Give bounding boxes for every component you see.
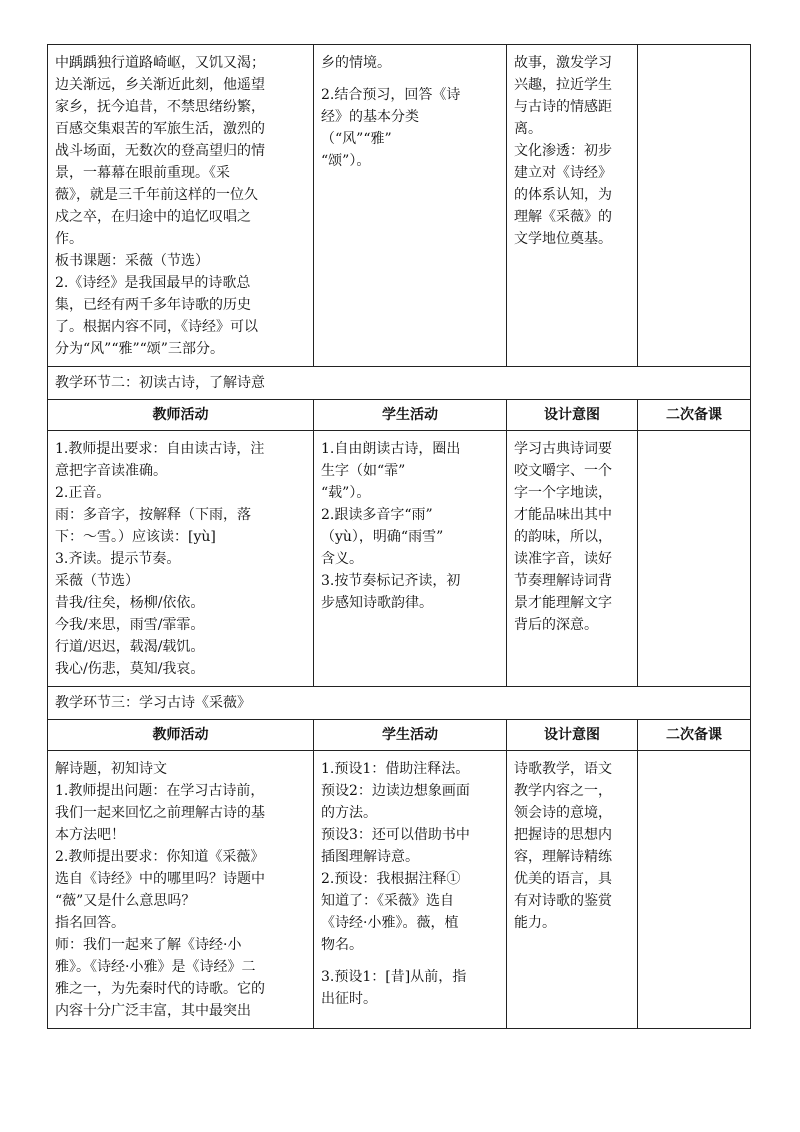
text-line: 咬文嚼字、一个 [514,463,612,479]
line-gap [321,956,500,966]
text-line: 物名。 [321,937,363,953]
text-line: 集，已经有两千多年诗歌的历史 [55,297,251,313]
text-line: 节奏理解诗词背 [514,573,612,589]
text-line: 3.按节奏标记齐读，初 [321,573,461,589]
text-line: 选自《诗经》中的哪里吗？诗题中 [55,871,265,887]
text-line: 3.预设1：[昔]从前，指 [321,969,467,985]
header-second-prep: 二次备课 [638,400,751,431]
text-line: 中踽踽独行道路崎岖，又饥又渴； [55,55,265,71]
header-teacher-activity: 教师活动 [48,400,314,431]
text-line: 步感知诗歌韵律。 [321,595,433,611]
text-line: 教学内容之一， [514,783,612,799]
text-line: 能力。 [514,915,556,931]
content-row [48,751,751,1029]
text-line: 分为“风”“雅”“颂”三部分。 [55,341,224,357]
text-line: 1.自由朗读古诗，圈出 [321,441,461,457]
text-line: 理解《采薇》的 [514,209,612,225]
text-line: 把握诗的思想内 [514,827,612,843]
text-line: 景，一幕幕在眼前重现。《采 [55,165,230,181]
lesson-plan-table [47,44,751,1029]
text-line: 才能品味出其中 [514,507,612,523]
text-line: 乡的情境。 [321,55,391,71]
student-activity-cell [314,751,507,1029]
text-line: 生字（如“霏” [321,463,406,479]
text-line: 兴趣，拉近学生 [514,77,612,93]
text-line: 含义。 [321,551,363,567]
header-second-prep: 二次备课 [638,720,751,751]
text-line: 领会诗的意境， [514,805,612,821]
text-line: （“风”“雅” [321,131,392,147]
text-line: 行道/迟迟，载渴/载饥。 [55,639,205,655]
text-line: 1.教师提出要求：自由读古诗，注 [55,441,265,457]
text-line: 文化渗透：初步 [514,143,612,159]
text-line: 昔我/往矣，杨柳/依依。 [55,595,205,611]
text-line: 与古诗的情感距 [514,99,612,115]
second-prep-cell [638,45,751,367]
text-line: 容，理解诗精练 [514,849,612,865]
text-line: “颂”）。 [321,153,371,169]
text-line: 字一个字地读， [514,485,612,501]
text-line: 2.《诗经》是我国最早的诗歌总 [55,275,251,291]
text-line: 指名回答。 [55,915,125,931]
text-line: 1.教师提出问题：在学习古诗前， [55,783,265,799]
text-line: 我心/伤悲，莫知/我哀。 [55,661,205,677]
text-line: 百感交集艰苦的军旅生活，激烈的 [55,121,265,137]
text-line: 离。 [514,121,542,137]
text-line: 雅》。《诗经·小雅》是《诗经》二 [55,959,256,975]
text-line: 1.预设1：借助注释法。 [321,761,470,777]
text-line: 经》的基本分类 [321,109,419,125]
text-line: 2.结合预习，回答《诗 [321,87,461,103]
text-line: 预设3：还可以借助书中 [321,827,470,843]
text-line: 师：我们一起来了解《诗经·小 [55,937,242,953]
text-line: 战斗场面，无数次的登高望归的情 [55,143,265,159]
text-line: 板书课题：采薇（节选） [55,253,209,269]
text-line: “薇”又是什么意思吗？ [55,893,196,909]
section-row [48,687,751,720]
second-prep-cell [638,751,751,1029]
continuation-row [48,45,751,367]
text-line: 了。根据内容不同，《诗经》可以 [55,319,258,335]
text-line: 2.正音。 [55,485,111,501]
text-line: 《诗经·小雅》。薇，植 [321,915,459,931]
text-line: 家乡，抚今追昔，不禁思绪纷繁， [55,99,265,115]
text-line: 的韵味，所以， [514,529,612,545]
text-line: 的方法。 [321,805,377,821]
text-line: 2.预设：我根据注释① [321,871,461,887]
text-line: 出征时。 [321,991,377,1007]
text-line: 雨：多音字，按解释（下雨，落 [55,507,251,523]
design-intent-cell [507,431,638,687]
second-prep-cell [638,431,751,687]
text-line: 学习古典诗词要 [514,441,612,457]
text-line: 预设2：边读边想象画面 [321,783,470,799]
text-line: 有对诗歌的鉴赏 [514,893,612,909]
text-line: 2.教师提出要求：你知道《采薇》 [55,849,265,865]
text-line: 今我/来思，雨雪/霏霏。 [55,617,205,633]
student-activity-cell [314,431,507,687]
header-design-intent: 设计意图 [507,400,638,431]
text-line: 意把字音读准确。 [55,463,167,479]
text-line: 戍之卒，在归途中的追忆叹唱之 [55,209,251,225]
text-line: 内容十分广泛丰富，其中最突出 [55,1003,251,1019]
header-row [48,400,751,431]
student-activity-cell [314,45,507,367]
teacher-activity-cell [48,431,314,687]
header-teacher-activity: 教师活动 [48,720,314,751]
line-gap [321,74,500,84]
header-design-intent: 设计意图 [507,720,638,751]
text-line: 雅之一，为先秦时代的诗歌。它的 [55,981,265,997]
header-student-activity: 学生活动 [314,400,507,431]
text-line: （yù），明确“雨雪” [321,529,444,545]
text-line: 下：～雪。）应该读：[yù] [55,529,216,545]
text-line: 我们一起来回忆之前理解古诗的基 [55,805,265,821]
text-line: 采薇（节选） [55,573,139,589]
text-line: 边关渐远，乡关渐近此刻，他遥望 [55,77,265,93]
content-row [48,431,751,687]
text-line: 诗歌教学，语文 [514,761,612,777]
section-title: 教学环节三：学习古诗《采薇》 [48,687,751,720]
text-line: 插图理解诗意。 [321,849,419,865]
text-line: 解诗题，初知诗文 [55,761,167,777]
text-line: 2.跟读多音字“雨” [321,507,433,523]
teacher-activity-cell [48,45,314,367]
text-line: 知道了：《采薇》选自 [321,893,454,909]
design-intent-cell [507,751,638,1029]
text-line: 景才能理解文字 [514,595,612,611]
design-intent-cell [507,45,638,367]
text-line: 作。 [55,231,83,247]
text-line: 故事，激发学习 [514,55,612,71]
text-line: 3.齐读。提示节奏。 [55,551,181,567]
section-row [48,367,751,400]
text-line: 的体系认知，为 [514,187,612,203]
text-line: 建立对《诗经》 [514,165,612,181]
text-line: 优美的语言，具 [514,871,612,887]
teacher-activity-cell [48,751,314,1029]
text-line: 本方法吧！ [55,827,125,843]
text-line: 薇》，就是三千年前这样的一位久 [55,187,258,203]
text-line: 背后的深意。 [514,617,598,633]
text-line: 读准字音，读好 [514,551,612,567]
text-line: “载”）。 [321,485,371,501]
section-title: 教学环节二：初读古诗，了解诗意 [48,367,751,400]
header-student-activity: 学生活动 [314,720,507,751]
header-row [48,720,751,751]
text-line: 文学地位奠基。 [514,231,612,247]
